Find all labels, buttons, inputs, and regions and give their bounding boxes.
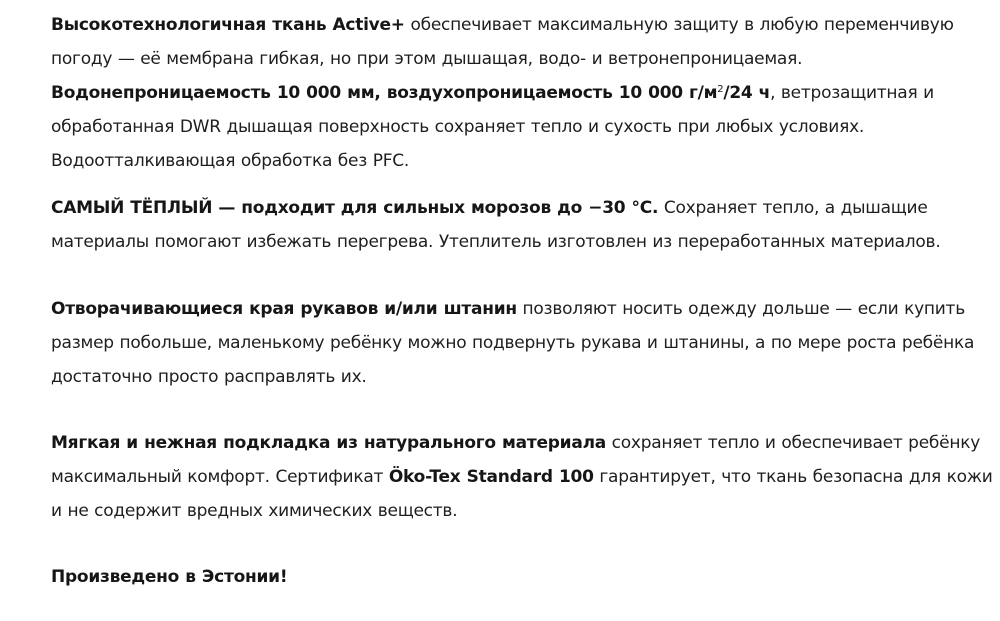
fabric-specs-unit: /24 ч — [723, 83, 771, 103]
lining-feature: Мягкая и нежная подкладка из натурального материала — [51, 433, 606, 453]
certificate-name: Öko-Tex Standard 100 — [388, 467, 594, 487]
lining-description: сохраняет тепло и обеспечивает ребёнку максимальный комфорт. Сертификат — [51, 433, 981, 487]
fabric-surface-text: , ветрозащитная и обработанная DWR дышащая поверхность сохраняет тепло и сухость при любых условиях. Водоотталкивающая обработка без PFC. — [51, 83, 934, 171]
paragraph-cuffs — [51, 292, 996, 394]
fabric-name: Высокотехнологичная ткань Active+ — [51, 15, 405, 35]
made-in-estonia: Произведено в Эстонии! — [51, 567, 288, 587]
paragraph-fabric — [51, 8, 996, 178]
cuffs-description: позволяют носить одежду дольше — если купить размер побольше, маленькому ребёнку можно подвернуть рукава и штанины, а по мере роста ребёнка достаточно просто расправлять их. — [51, 299, 975, 387]
warmth-rating: САМЫЙ ТЁПЛЫЙ — подходит для сильных морозов до −30 °C. — [51, 198, 659, 218]
paragraph-origin — [51, 560, 996, 594]
paragraph-lining — [51, 426, 996, 528]
paragraph-warmth — [51, 191, 996, 259]
warmth-description: Сохраняет тепло, а дышащие материалы помогают избежать перегрева. Утеплитель изготовлен из переработанных материалов. — [51, 198, 941, 252]
certificate-description: гарантирует, что ткань безопасна для кожи и не содержит вредных химических веществ. — [51, 467, 993, 521]
fabric-description: обеспечивает максимальную защиту в любую переменчивую погоду — её мембрана гибкая, но при этом дышащая, водо- и ветронепроницаемая. — [51, 15, 954, 69]
cuffs-feature: Отворачивающиеся края рукавов и/или штанин — [51, 299, 517, 319]
fabric-specs-superscript: 2 — [717, 84, 724, 95]
fabric-specs: Водонепроницаемость 10 000 мм, воздухопроницаемость 10 000 г/м — [51, 83, 718, 103]
product-description — [51, 8, 996, 594]
